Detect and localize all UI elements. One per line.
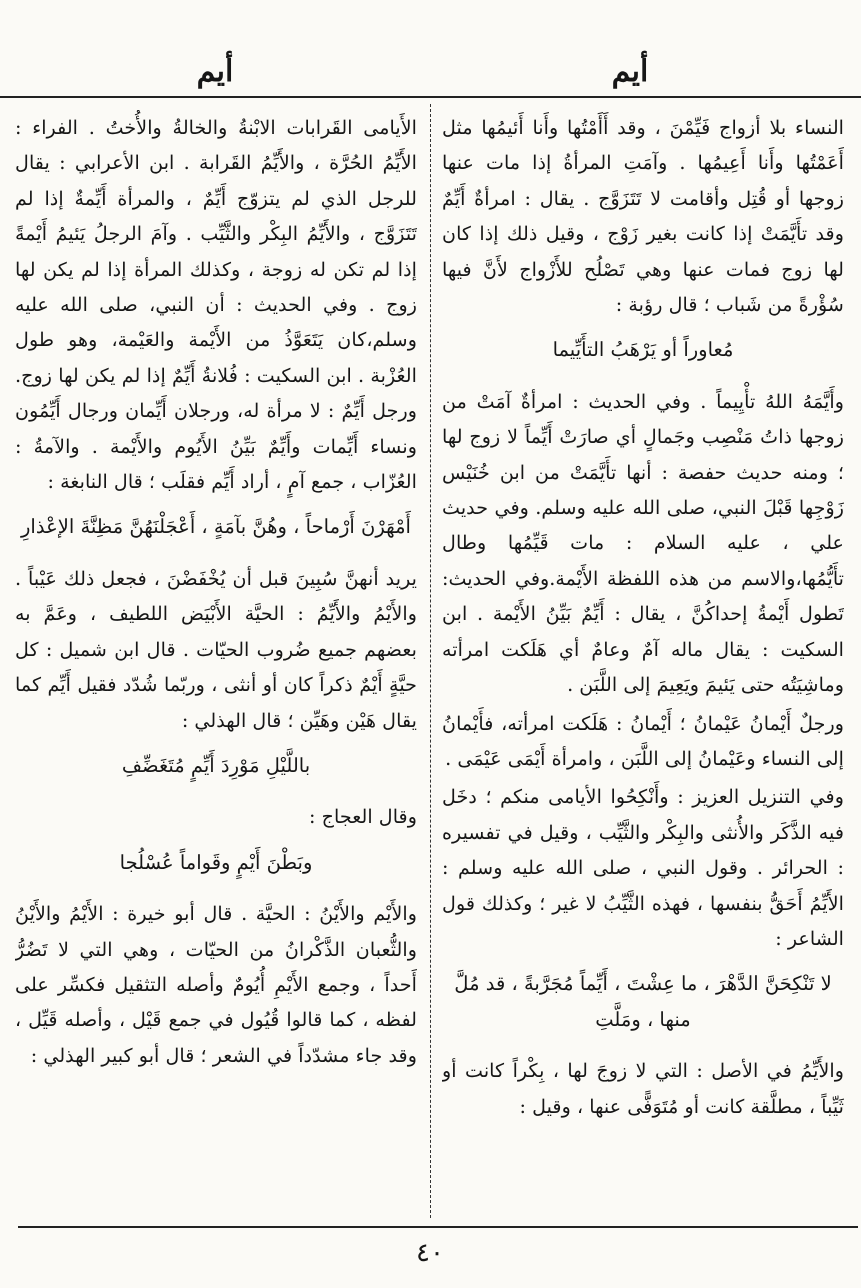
header-left-word: أيم: [196, 54, 234, 89]
paragraph: وقال العجاج :: [309, 805, 417, 829]
footer-rule: [18, 1226, 858, 1228]
paragraph: ورجلٌ أَيْمانُ عَيْمانُ ؛ أَيْمانُ : هَلَكت امرأته، فأَيْمانُ إلى النساء وعَيْمانُ إلى اللَّبَن ، وامرأة أَيْمَى عَيْمَى .: [442, 711, 844, 770]
column-divider: [430, 104, 431, 1218]
paragraph: يريد أنهنَّ سُبِينَ قبل أن يُخْفَضْنَ ، فجعل ذلك عَيْباً . والأَيْمُ والأَيِّمُ : الحيَّة الأَبْيَض اللطيف ، وعَمَّ به بعضهم جميع ضُروب الحيّات . قال ابن شميل : كل حيَّةٍ أَيْمٌ ذكراً كان أو أنثى ، وربّما شُدّد فقيل أَيِّم كما يقال هَيْن وهَيِّن ؛ قال الهذلي :: [15, 566, 417, 732]
paragraph: النساء بلا أزواج فَيِّمْنَ ، وقد أَأَمْتُها وأَنا أَئيمُها مثل أَعَمْتُها وأَنا أَعِيمُها . وآمَتِ المرأةُ إذا مات عنها زوجها أو قُتِل وأقامت لا تَتَزَوَّج . يقال : امرأةٌ أَيِّمٌ وقد تأَيَّمَتْ إذا كانت بغير زَوْج ، وقيل ذلك إذا كان لها زوج فمات عنها وهي تَصْلُح للأَزْواج لأَنَّ فيها سُؤْرةً من شَباب ؛ قال رؤبة :: [442, 116, 844, 317]
paragraph: وأَيَّمَهُ اللهُ تأْيِيماً . وفي الحديث : امرأةٌ آمَتْ من زوجها ذاتُ مَنْصِب وجَمالٍ أي صارَتْ أَيِّماً لا زوج لها ؛ ومنه حديث حفصة : أنها تأَيَّمَتْ من ابن خُنَيْس زَوْجِها قَبْلَ النبي، صلى الله عليه وسلم. وفي حديث علي ، عليه السلام : مات قَيِّمُها وطال تأَيُّمُها،والاسم من هذه اللفظة الأَيْمة.وفي الحديث: تَطول أَيْمةُ إحداكُنَّ ، يقال : أَيِّمٌ بَيِّنُ الأَيْمة . ابن السكيت : يقال ماله آمٌ وعامٌ أي هَلَكت امرأته وماشِيَتُه حتى يَئيمَ ويَعِيمَ إلى اللَّبَن .: [442, 389, 844, 697]
paragraph: الأَيامى القَرابات الابْنةُ والخالةُ والأُختُ . الفراء : الأَيِّمُ الحُرَّة ، والأَيِّمُ القَرابة . ابن الأعرابي : يقال للرجل الذي لم يتزوّج أَيِّمٌ ، والمرأة أَيِّمةٌ إذا لم تَتَزَوَّج ، والأَيِّمُ البِكْر والثَّيِّب . وآمَ الرجلُ يَئيمُ أَيْمةً إذا لم تكن له زوجة ، وكذلك المرأة إذا لم يكن لها زوج . وفي الحديث : أن النبي، صلى الله عليه وسلم،كان يَتَعَوَّذُ من الأَيْمة والعَيْمة، وهو طول العُزْبة . ابن السكيت : فُلانةُ أَيِّمٌ إذا لم يكن لها زوج. ورجل أَيِّمٌ : لا مرأة له، ورجلان أَيِّمان ورجال أَيِّمُون ونساء أَيِّمات وأَيِّمٌ بَيِّنُ الأَيُوم والأَيْمة . والآمةُ : العُزّاب ، جمع آمٍ ، أراد أَيِّم فقلَب ؛ قال النابغة :: [15, 116, 417, 494]
verse: أَمْهَرْنَ أَرْماحاً ، وهُنَّ بآمَةٍ ، أَعْجَلْنَهُنَّ مَظِنَّةَ الإعْذارِ: [21, 515, 411, 539]
verse: باللَّيْلِ مَوْرِدَ أَيِّمٍ مُتَغَضِّفِ: [121, 753, 311, 777]
paragraph: والأَيْم والأَيْنُ : الحيَّة . قال أبو خيرة : الأَيْمُ والأَيْنُ والثُّعبان الذَّكْرانُ من الحيّات ، وهي التي لا تَضُرُّ أَحداً ، وجمع الأَيْمِ أُيُومٌ وأصله التثقيل فكسِّر على لفظه ، كما قالوا قُيُول في جمع قَيْل ، وأصله قَيِّل ، وقد جاء مشدّداً في الشعر ؛ قال أبو كبير الهذلي :: [15, 902, 417, 1067]
right-column: [442, 110, 844, 1210]
page-number: ٤٠: [416, 1238, 444, 1268]
left-column: [15, 110, 417, 1210]
paragraph: وفي التنزيل العزيز : وأَنْكِحُوا الأيامى منكم ؛ دخَل فيه الذَّكَر والأُنثى والبِكْر والثَّيِّب ، وقيل في تفسيره : الحرائر . وقول النبي ، صلى الله عليه وسلم : الأَيِّمُ أَحَقُّ بنفسها ، فهذه الثَّيِّبُ لا غير ؛ وكذلك قول الشاعر :: [442, 785, 844, 950]
header-right-word: أيم: [611, 54, 649, 89]
paragraph: والأَيِّمُ في الأصل : التي لا زوجَ لها ، بِكْراً كانت أو ثَيِّباً ، مطلَّقة كانت أو مُتَوَفًّى عنها ، وقيل :: [442, 1059, 844, 1118]
verse: مُعاوراً أو يَرْهَبُ التأَيِّيما: [552, 338, 734, 362]
header-rule: [0, 96, 861, 98]
verse: لا تَنْكِحَنَّ الدَّهْرَ ، ما عِشْتَ ، أَيِّماً مُجَرَّبةً ، قد مُلَّ منها ، ومَلَّتِ: [454, 972, 832, 1031]
verse: وبَطْنَ أَيْمٍ وقَواماً عُسْلُجا: [119, 850, 313, 874]
